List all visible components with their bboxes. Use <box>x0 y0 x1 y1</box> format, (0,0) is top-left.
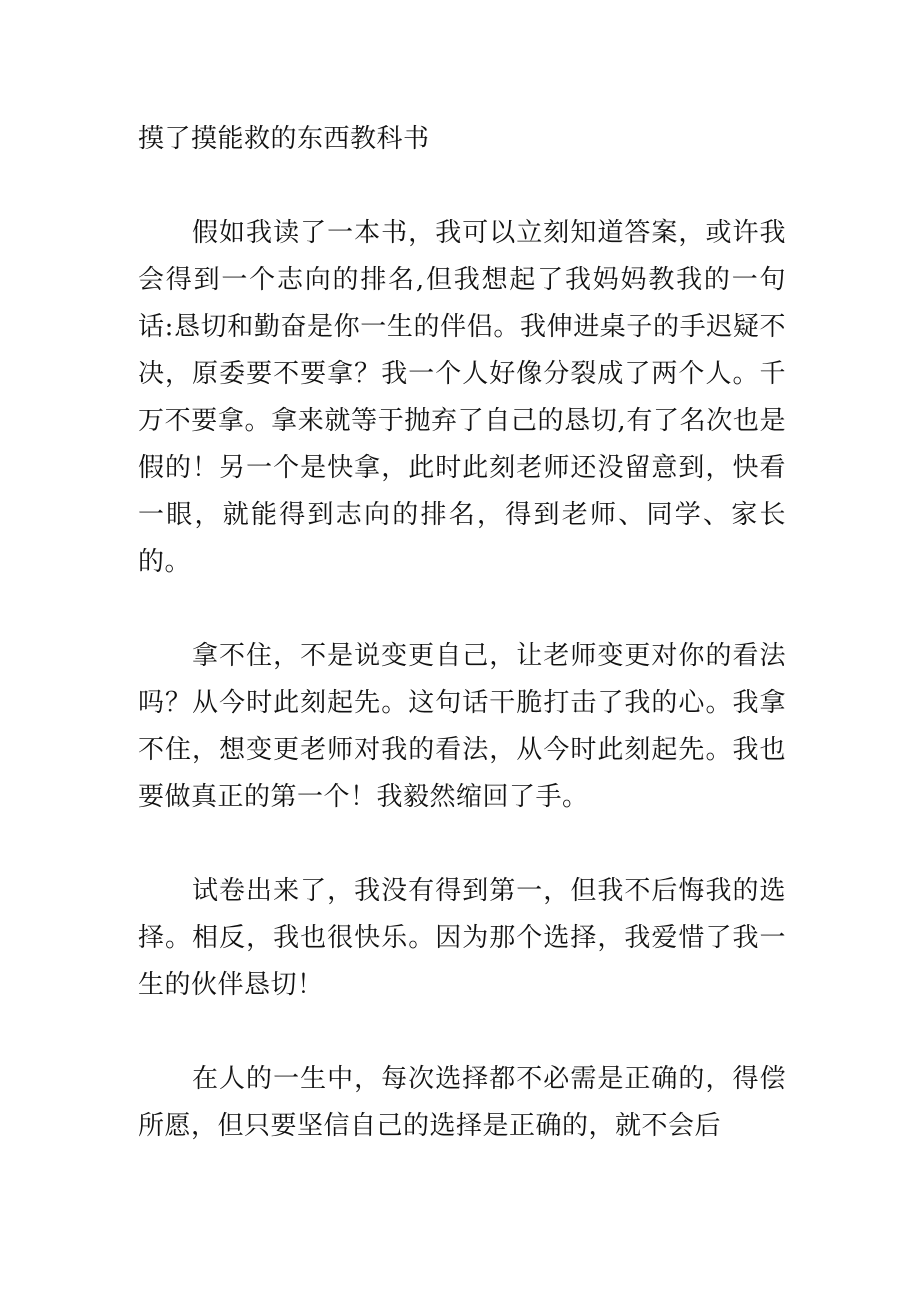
spacer <box>138 586 786 633</box>
paragraph-3: 试卷出来了，我没有得到第一，但我不后悔我的选择。相反，我也很快乐。因为那个选择，我爱惜了我一生的伙伴恳切！ <box>138 876 786 1000</box>
heading-line: 摸了摸能救的东西教科书 <box>138 124 430 154</box>
spacer <box>138 1009 786 1056</box>
paragraph-2: 拿不住，不是说变更自己，让老师变更对你的看法吗？从今时此刻起先。这句话干脆打击了我的心。我拿不住，想变更老师对我的看法，从今时此刻起先。我也要做真正的第一个！我毅然缩回了手。 <box>138 641 786 812</box>
document-body <box>138 116 786 1150</box>
spacer <box>138 163 786 210</box>
paragraph-1: 假如我读了一本书，我可以立刻知道答案，或许我会得到一个志向的排名,但我想起了我妈妈教我的一句话:恳切和勤奋是你一生的伴侣。我伸进桌子的手迟疑不决，原委要不要拿？我一个人好像分裂成了两个人。千万不要拿。拿来就等于抛弃了自己的恳切,有了名次也是假的！另一个是快拿，此时此刻老师还没留意到，快看一眼，就能得到志向的排名，得到老师、同学、家长的。 <box>138 218 786 577</box>
paragraph-4: 在人的一生中，每次选择都不必需是正确的，得偿所愿，但只要坚信自己的选择是正确的，就不会后 <box>138 1064 786 1141</box>
spacer <box>138 821 786 868</box>
